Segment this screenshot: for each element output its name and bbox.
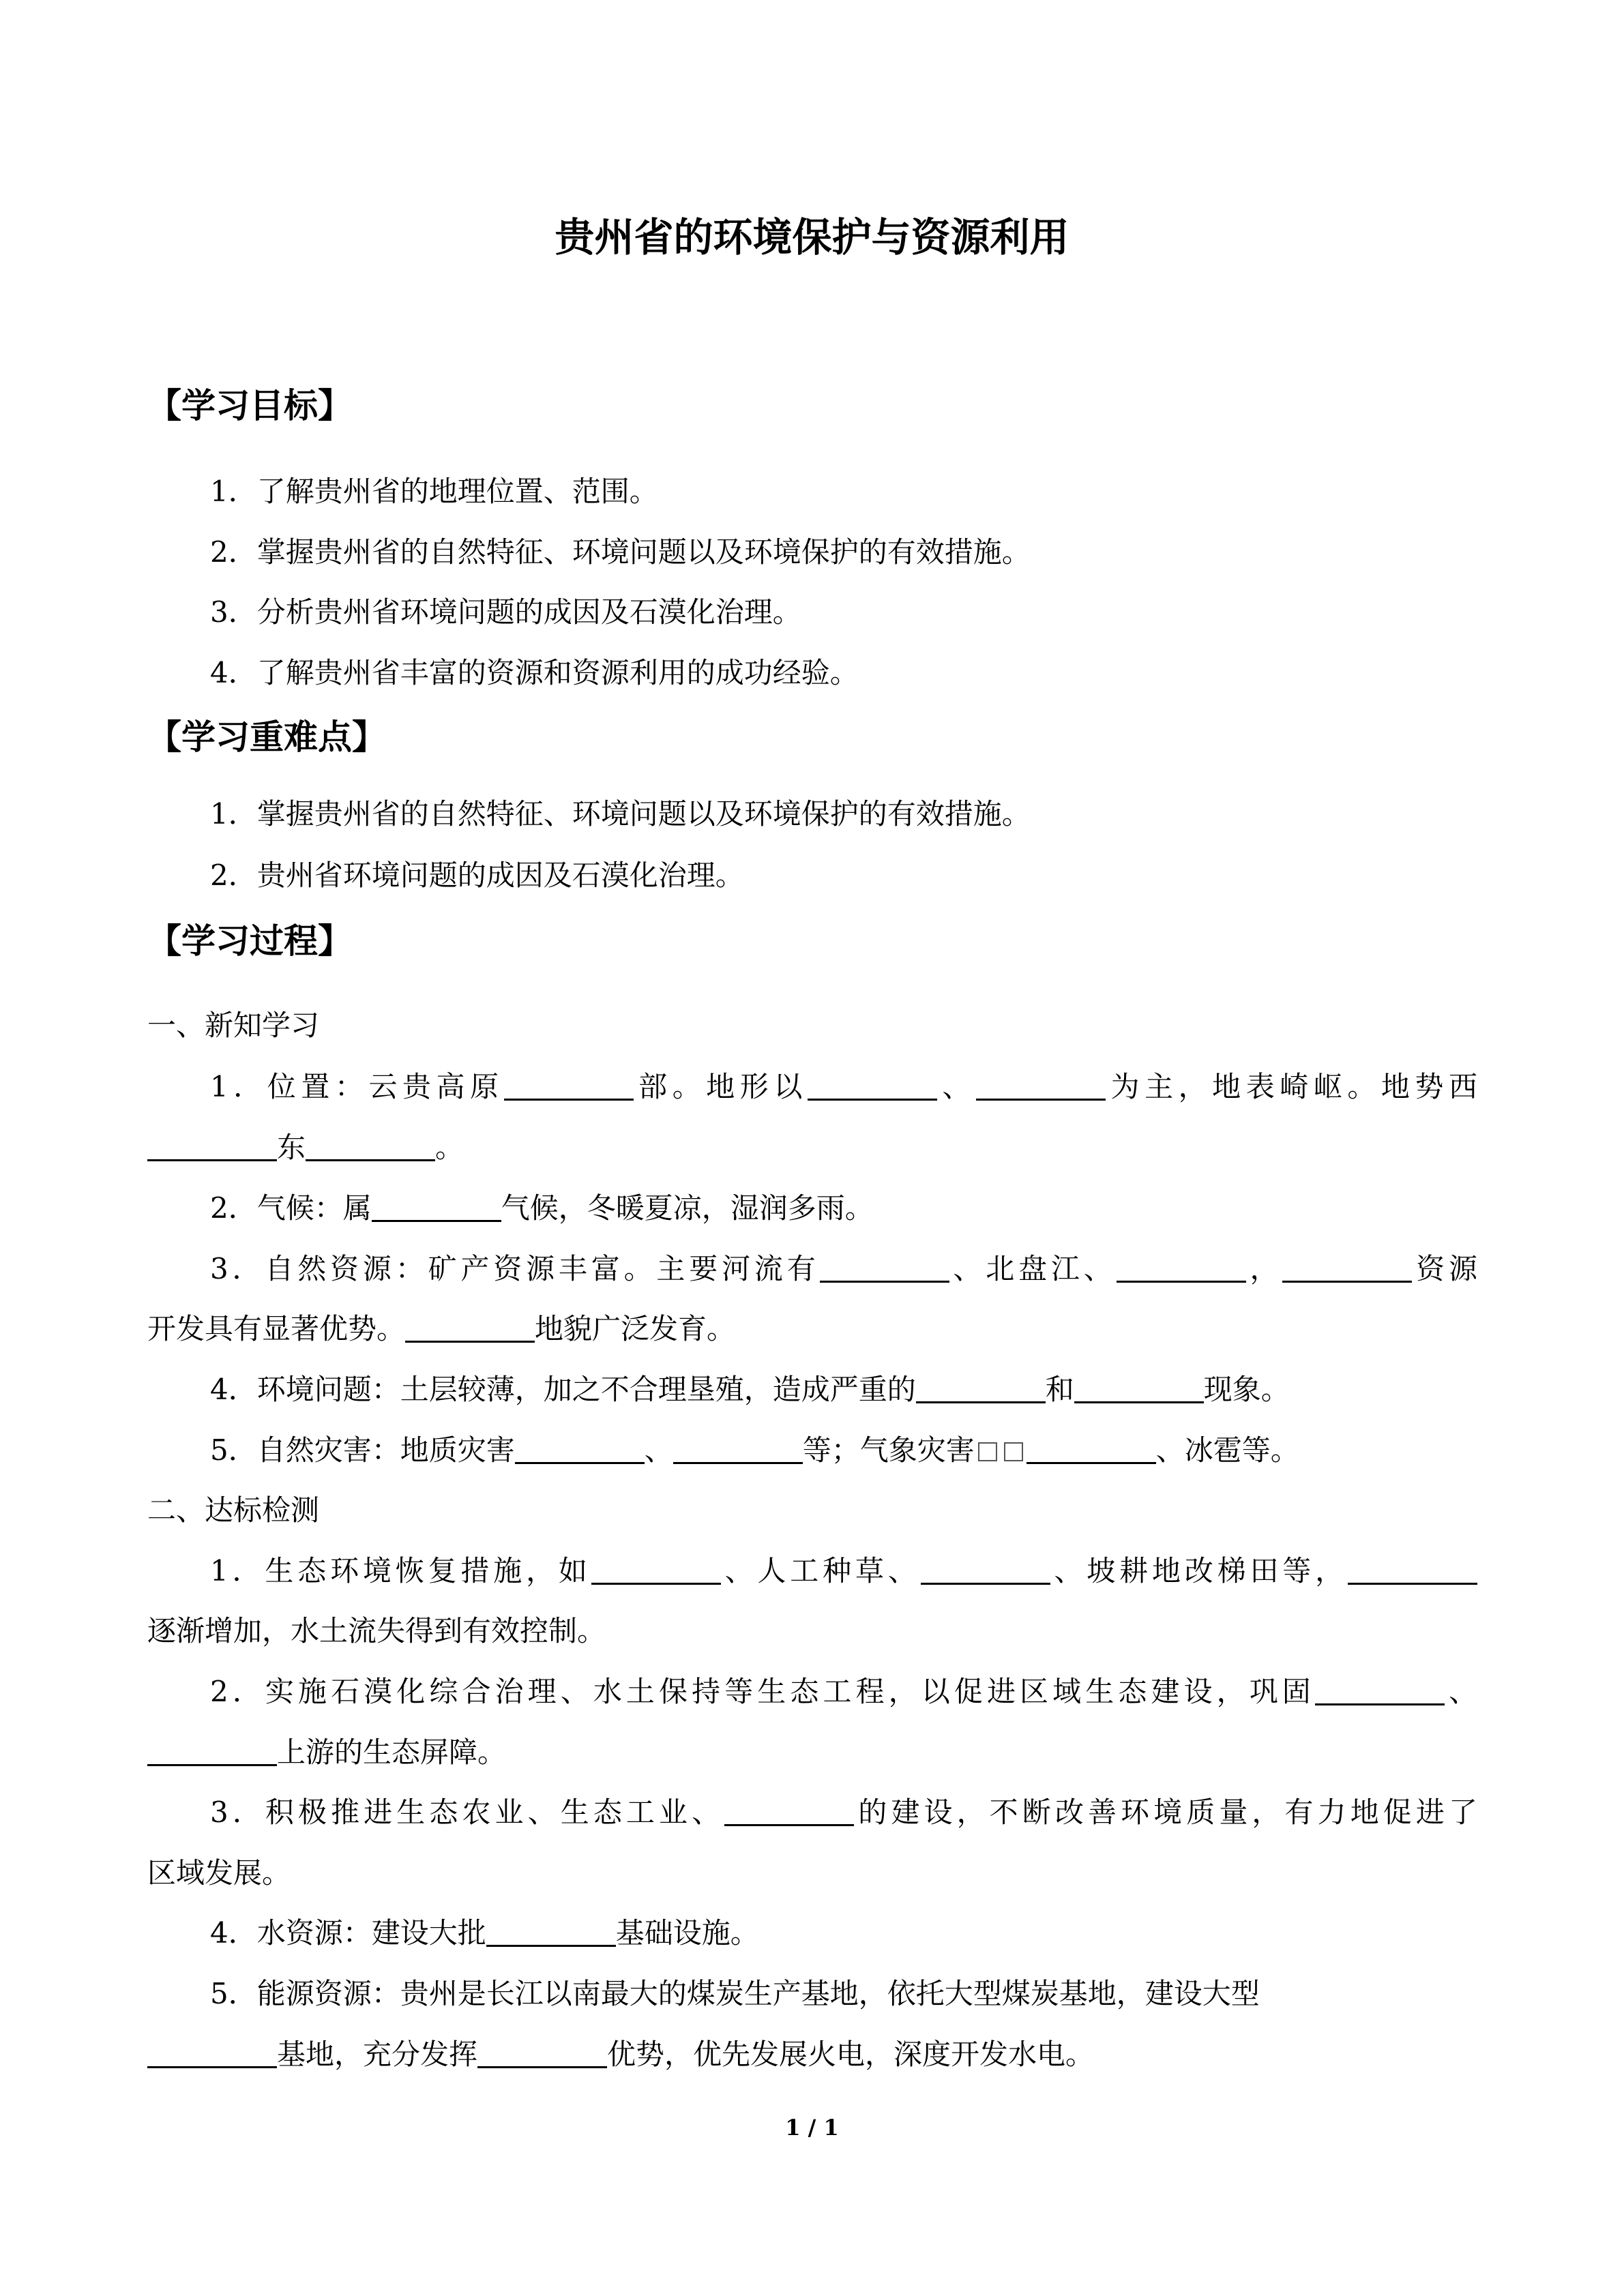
q-text: 现象。	[1203, 1373, 1290, 1406]
q-text: 部。地形以	[633, 1070, 808, 1103]
q-text: 2．气候：属	[210, 1191, 372, 1225]
answer-blank[interactable]	[820, 1251, 949, 1283]
q-text: 3．积极推进生态农业、生态工业、	[210, 1795, 725, 1829]
q-text: 区域发展。	[147, 1856, 291, 1890]
q-text: ，	[1245, 1252, 1283, 1285]
answer-blank[interactable]	[147, 1734, 277, 1766]
answer-blank[interactable]	[306, 1129, 435, 1161]
q-text: 5．自然灾害：地质灾害	[210, 1433, 515, 1467]
q-text: 资源	[1412, 1252, 1477, 1285]
q-text: 东	[277, 1131, 306, 1164]
part2-title: 二、达标检测	[147, 1493, 320, 1527]
objective-item-2: 2．掌握贵州省的自然特征、环境问题以及环境保护的有效措施。	[210, 535, 1031, 569]
part2-q3-line1	[147, 1793, 1477, 1832]
answer-blank[interactable]	[916, 1371, 1046, 1403]
part1-q4	[147, 1370, 1477, 1410]
q-text: 5．能源资源：贵州是长江以南最大的煤炭生产基地，依托大型煤炭基地，建设大型	[210, 1977, 1260, 2010]
objective-item-1: 1．了解贵州省的地理位置、范围。	[210, 475, 658, 508]
answer-blank[interactable]	[724, 1794, 854, 1826]
q-text: 为主，地表崎岖。地势西	[1105, 1070, 1477, 1103]
part2-q1-line1	[147, 1551, 1477, 1591]
answer-blank[interactable]	[147, 2036, 277, 2068]
answer-blank[interactable]	[405, 1311, 535, 1343]
q-text: 基地，充分发挥	[277, 2038, 478, 2071]
answer-blank[interactable]	[477, 2036, 607, 2068]
q-text: 气候，冬暖夏凉，湿润多雨。	[501, 1191, 874, 1225]
part1-q1-line2	[147, 1128, 1477, 1167]
q-text: 、坡耕地改梯田等，	[1050, 1554, 1348, 1587]
q-text: 4．水资源：建设大批	[210, 1916, 486, 1950]
q-text: 和	[1045, 1373, 1074, 1406]
answer-blank[interactable]	[673, 1432, 803, 1464]
q-text: 、人工种草、	[720, 1554, 921, 1587]
part2-q3-line2	[147, 1853, 1477, 1893]
q-text: 4．环境问题：土层较薄，加之不合理垦殖，造成严重的	[210, 1373, 916, 1406]
key-point-item-1: 1．掌握贵州省的自然特征、环境问题以及环境保护的有效措施。	[210, 797, 1031, 831]
part2-q2-line1	[147, 1672, 1477, 1712]
page-number: 1 / 1	[785, 2115, 839, 2141]
q-text: 、北盘江、	[949, 1252, 1117, 1285]
process-heading: 【学习过程】	[147, 921, 352, 961]
missing-glyph-box	[978, 1442, 997, 1461]
objective-item-4: 4．了解贵州省丰富的资源和资源利用的成功经验。	[210, 656, 859, 689]
q-text: 。	[435, 1131, 464, 1164]
q-text: 的建设，不断改善环境质量，有力地促进了	[854, 1795, 1477, 1829]
answer-blank[interactable]	[921, 1553, 1050, 1585]
key-points-heading: 【学习重难点】	[147, 717, 386, 757]
q-text: 上游的生态屏障。	[277, 1735, 507, 1769]
q-text: 1．生态环境恢复措施，如	[210, 1554, 591, 1587]
q-text: 等；气象灾害	[802, 1433, 975, 1467]
answer-blank[interactable]	[515, 1432, 645, 1464]
q-text: 基础设施。	[615, 1916, 759, 1950]
answer-blank[interactable]	[1074, 1371, 1204, 1403]
q-text: 2．实施石漠化综合治理、水土保持等生态工程，以促进区域生态建设，巩固	[210, 1675, 1315, 1708]
q-text: 开发具有显著优势。	[147, 1312, 406, 1345]
objective-item-3: 3．分析贵州省环境问题的成因及石漠化治理。	[210, 595, 801, 629]
q-text: 3．自然资源：矿产资源丰富。主要河流有	[210, 1252, 820, 1285]
answer-blank[interactable]	[1282, 1251, 1412, 1283]
part1-q3-line1	[147, 1249, 1477, 1289]
q-text: 、冰雹等。	[1155, 1433, 1299, 1467]
answer-blank[interactable]	[976, 1069, 1106, 1101]
part1-title: 一、新知学习	[147, 1009, 320, 1042]
q-text: 优势，优先发展火电，深度开发水电。	[607, 2038, 1095, 2071]
part1-q1-line1	[147, 1067, 1477, 1107]
answer-blank[interactable]	[1348, 1553, 1477, 1585]
answer-blank[interactable]	[1117, 1251, 1246, 1283]
answer-blank[interactable]	[1315, 1673, 1445, 1705]
answer-blank[interactable]	[591, 1553, 721, 1585]
part2-q5-line2	[147, 2035, 1477, 2074]
q-text: 1．位置：云贵高原	[210, 1070, 504, 1103]
answer-blank[interactable]	[372, 1190, 501, 1222]
answer-blank[interactable]	[486, 1915, 616, 1947]
q-text: 地貌广泛发育。	[535, 1312, 736, 1345]
answer-blank[interactable]	[147, 1129, 277, 1161]
part2-q1-line2	[147, 1611, 1477, 1651]
part1-q2	[147, 1189, 1477, 1228]
part1-q3-line2	[147, 1309, 1477, 1349]
q-text: 、	[644, 1433, 673, 1467]
q-text: 、	[1444, 1675, 1477, 1708]
objectives-heading: 【学习目标】	[147, 386, 352, 426]
answer-blank[interactable]	[504, 1069, 634, 1101]
key-point-item-2: 2．贵州省环境问题的成因及石漠化治理。	[210, 859, 744, 892]
document-title: 贵州省的环境保护与资源利用	[555, 214, 1069, 260]
answer-blank[interactable]	[808, 1069, 937, 1101]
q-text: 、	[936, 1070, 976, 1103]
q-text: 逐渐增加，水土流失得到有效控制。	[147, 1614, 606, 1648]
part2-q4	[147, 1913, 1477, 1953]
answer-blank[interactable]	[1027, 1432, 1156, 1464]
missing-glyph-box	[1004, 1442, 1023, 1461]
part1-q5	[147, 1431, 1477, 1470]
part2-q5-line1	[147, 1974, 1477, 2014]
part2-q2-line2	[147, 1733, 1477, 1772]
